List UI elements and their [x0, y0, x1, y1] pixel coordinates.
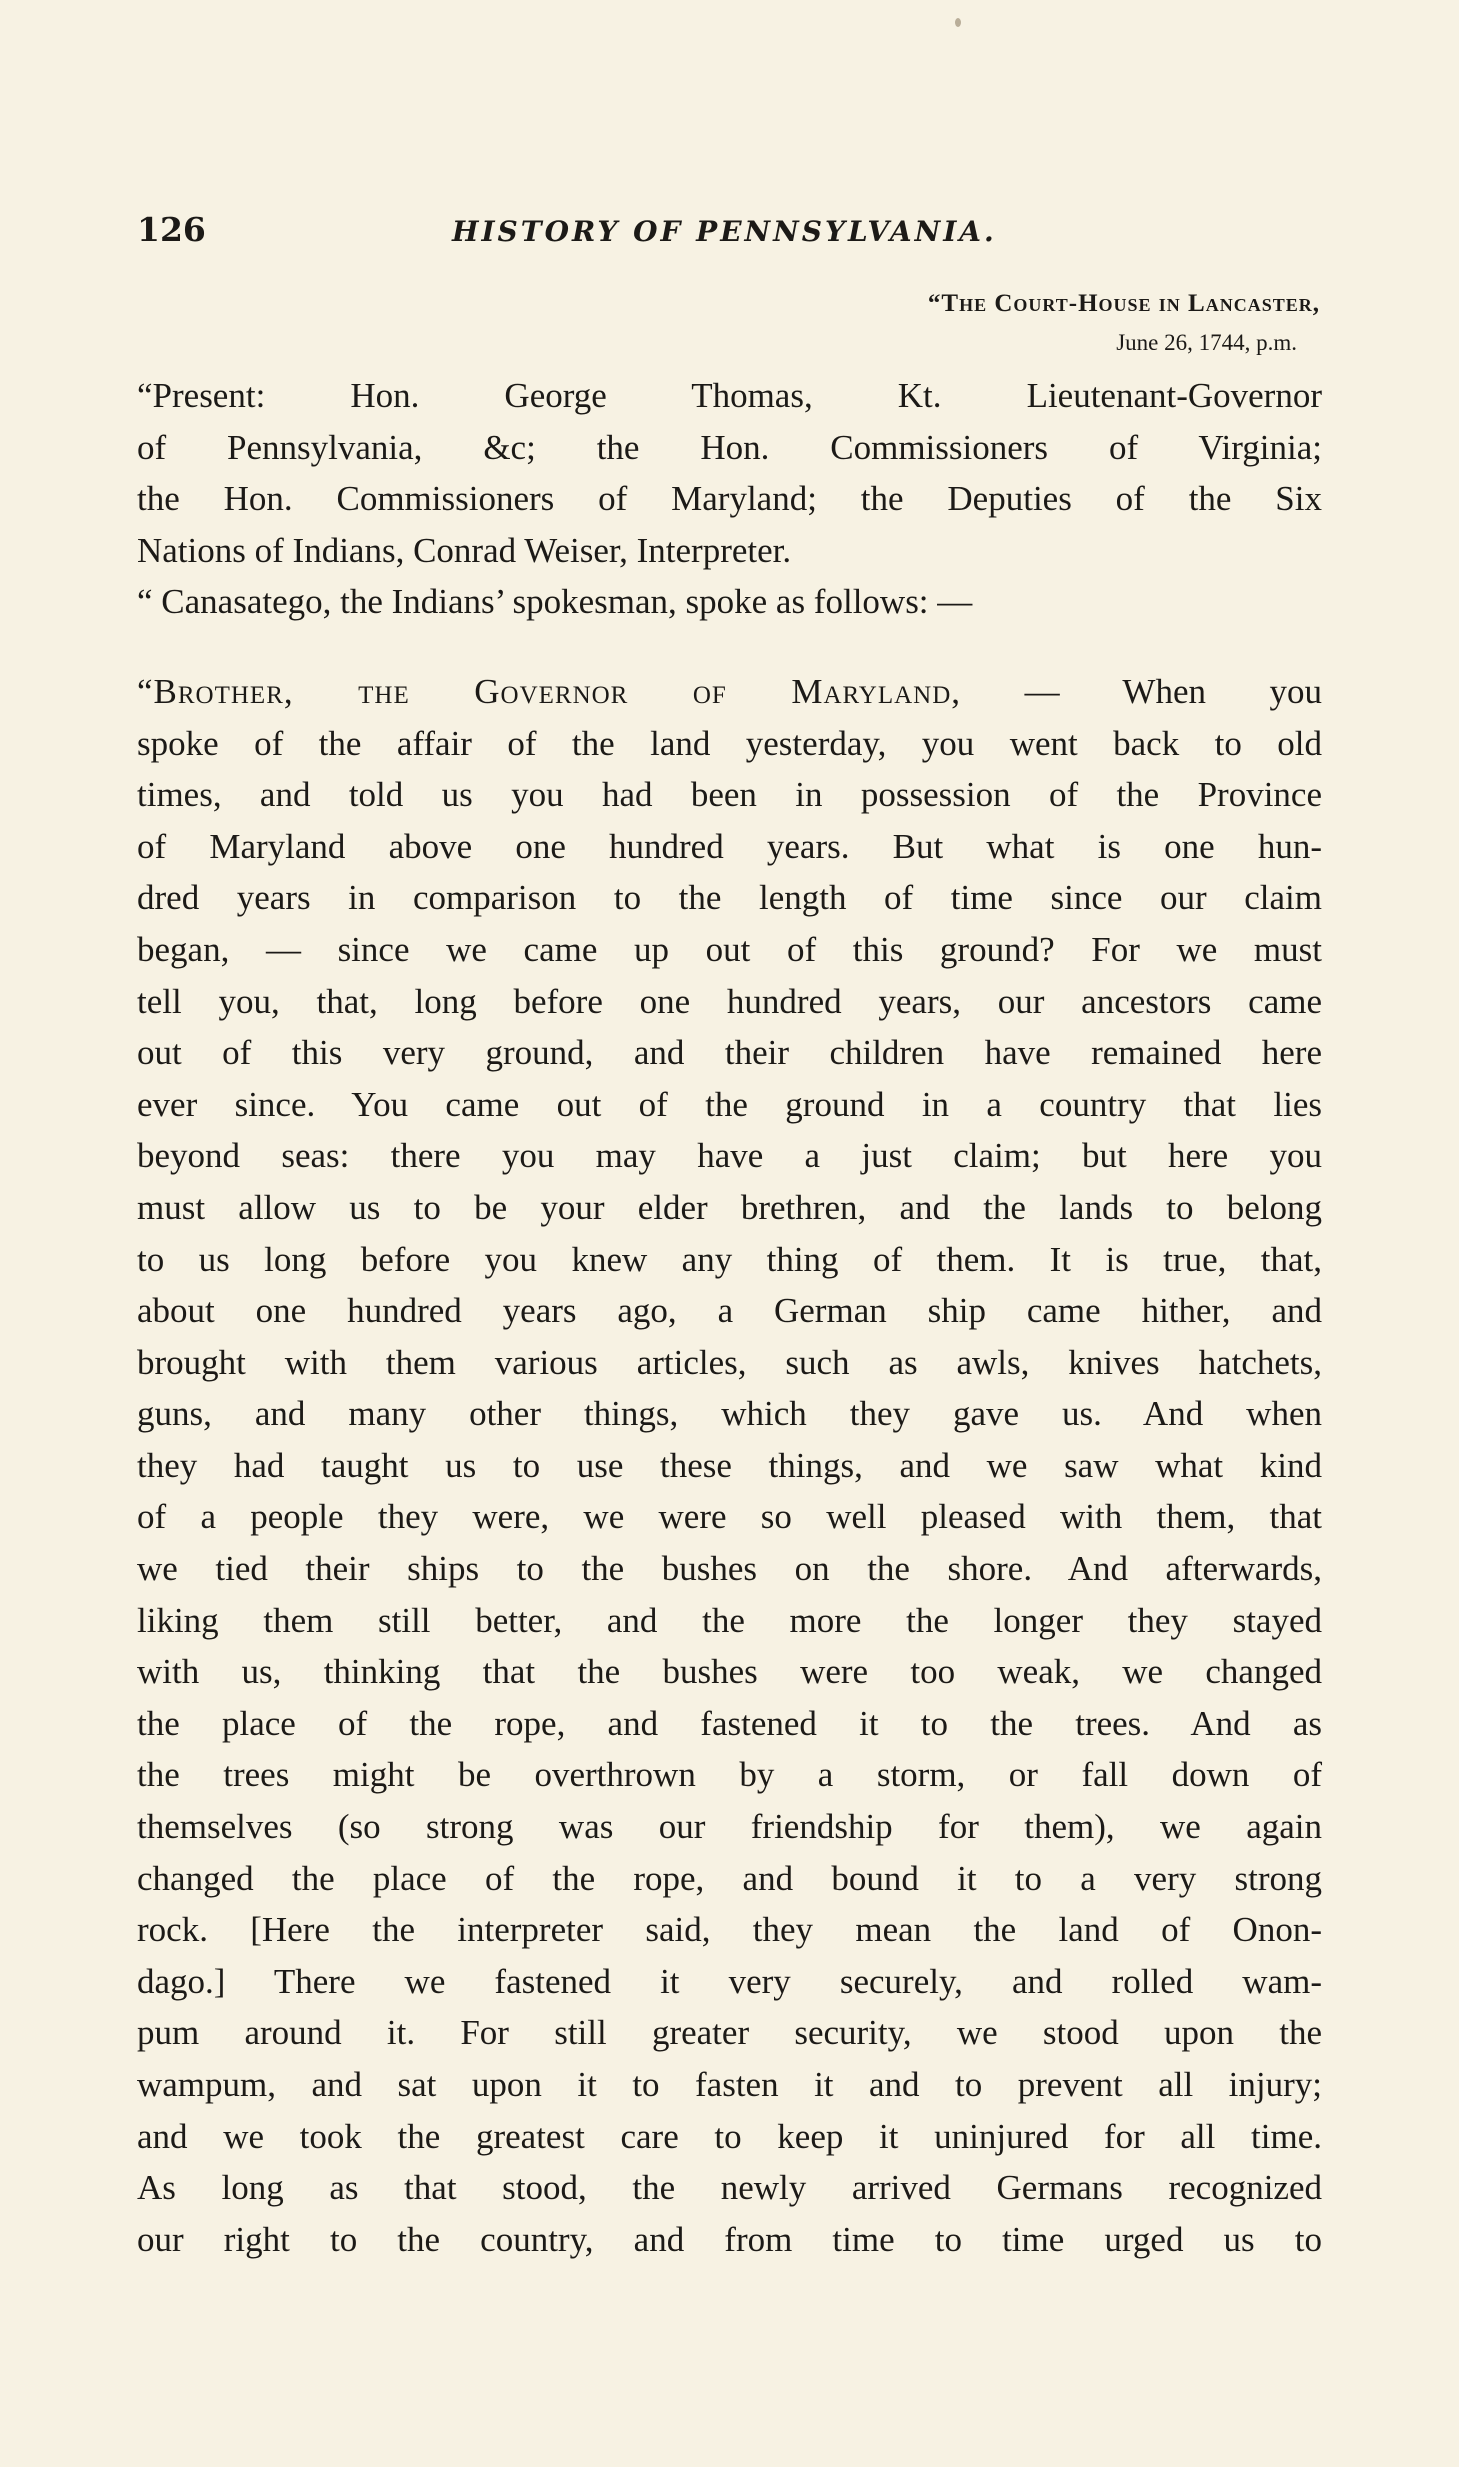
text-line: “Present: Hon. George Thomas, Kt. Lieutenant-Governor [137, 376, 1322, 415]
text-line: beyond seas: there you may have a just claim; but here you [137, 1136, 1322, 1176]
paper-speck [955, 18, 961, 27]
text-line: the Hon. Commissioners of Maryland; the Deputies of the Six [137, 479, 1322, 519]
text-line: “ Canasatego, the Indians’ spokesman, spoke as follows: — [137, 582, 973, 622]
text-line: of a people they were, we were so well pleased with them, that [137, 1497, 1322, 1537]
text-line: As long as that stood, the newly arrived Germans recognized [137, 2168, 1322, 2208]
text-line: guns, and many other things, which they gave us. And when [137, 1394, 1322, 1434]
text-line: spoke of the affair of the land yesterday, you went back to old [137, 723, 1322, 763]
text-line: to us long before you knew any thing of them. It is true, that, [137, 1239, 1322, 1279]
text-line: liking them still better, and the more the longer they stayed [137, 1600, 1322, 1640]
text-line: dago.] There we fastened it very securely, and rolled wam- [137, 1961, 1322, 2001]
text-line: wampum, and sat upon it to fasten it and to prevent all injury; [137, 2065, 1322, 2104]
speech-first-line-rest: — When you [1024, 671, 1323, 711]
text-line: must allow us to be your elder brethren, and the lands to belong [137, 1187, 1322, 1227]
dateline [440, 284, 1320, 362]
text-line: and we took the greatest care to keep it uninjured for all time. [137, 2116, 1322, 2156]
page-number: 126 [137, 210, 206, 249]
text-line: times, and told us you had been in possession of the Province [137, 775, 1322, 815]
text-line: our right to the country, and from time to time urged us to [137, 2219, 1322, 2259]
text-line: they had taught us to use these things, and we saw what kind [137, 1445, 1322, 1485]
text-line: about one hundred years ago, a German ship came hither, and [137, 1291, 1322, 1331]
body-text [137, 370, 1322, 2265]
text-line: with us, thinking that the bushes were too weak, we changed [137, 1652, 1322, 1692]
text-line: of Maryland above one hundred years. But what is one hun- [137, 826, 1322, 866]
text-line: out of this very ground, and their children have remained here [137, 1033, 1322, 1073]
text-line: tell you, that, long before one hundred years, our ancestors came [137, 981, 1322, 1021]
speech-salutation: “Brother, the Governor of Maryland, [137, 671, 962, 711]
dateline-place: “The Court-House in Lancaster, [927, 290, 1320, 317]
text-line: changed the place of the rope, and bound it to a very strong [137, 1858, 1322, 1898]
text-line: the place of the rope, and fastened it to the trees. And as [137, 1703, 1322, 1743]
text-line: of Pennsylvania, &c; the Hon. Commissioners of Virginia; [137, 427, 1322, 467]
text-line: themselves (so strong was our friendship for them), we again [137, 1807, 1322, 1847]
text-line: Nations of Indians, Conrad Weiser, Interpreter. [137, 530, 792, 570]
text-line: brought with them various articles, such as awls, knives hatchets, [137, 1342, 1322, 1382]
running-title: HISTORY OF PENNSYLVANIA. [452, 215, 997, 248]
dateline-date: June 26, 1744, p.m. [1116, 330, 1297, 355]
text-line: we tied their ships to the bushes on the shore. And afterwards, [137, 1549, 1322, 1589]
text-line: ever since. You came out of the ground in a country that lies [137, 1084, 1322, 1124]
text-line: pum around it. For still greater security, we stood upon the [137, 2013, 1322, 2053]
text-line: began, — since we came up out of this ground? For we must [137, 929, 1322, 969]
page-header [137, 210, 1322, 260]
text-line: rock. [Here the interpreter said, they mean the land of Onon- [137, 1910, 1322, 1950]
paragraph-gap [137, 628, 1322, 666]
speech-first-line [137, 666, 1322, 718]
text-line: dred years in comparison to the length of time since our claim [137, 878, 1322, 918]
text-line: the trees might be overthrown by a storm, or fall down of [137, 1755, 1322, 1795]
